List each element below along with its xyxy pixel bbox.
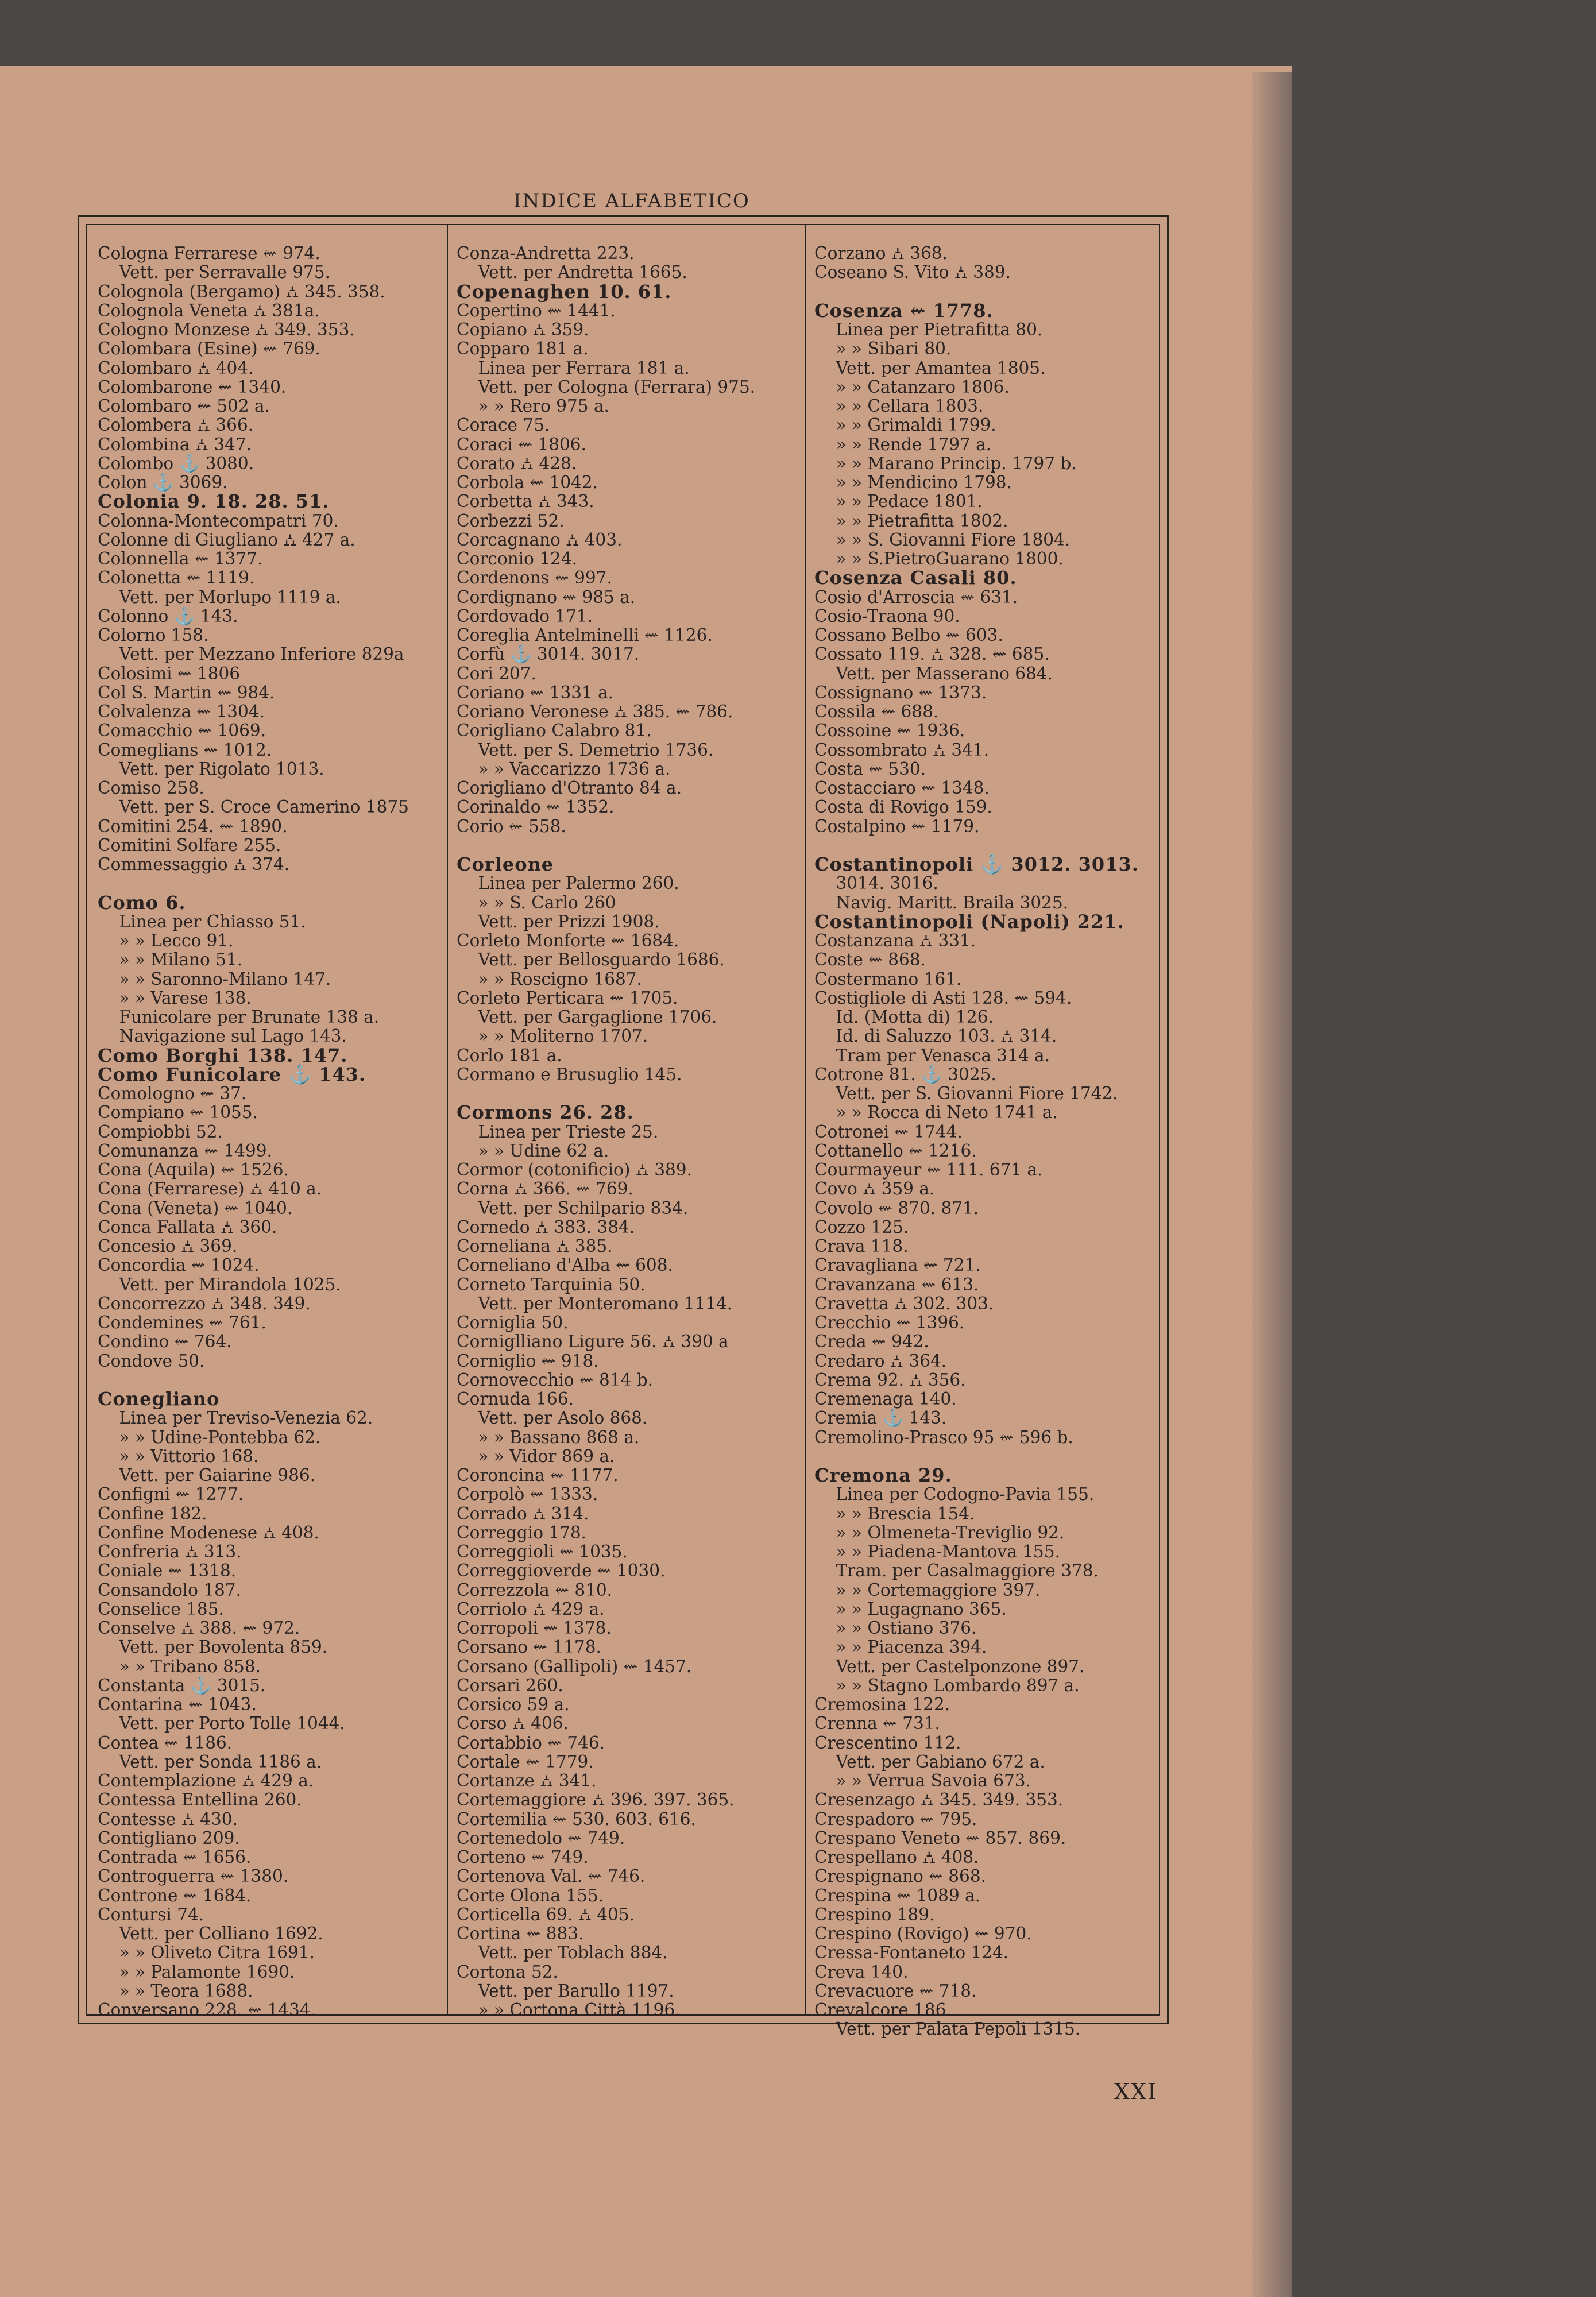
index-entry: Crespino (Rovigo) ⇜ 970. (814, 1924, 1032, 1943)
index-entry: Coraci ⇜ 1806. (457, 434, 586, 454)
page-edge (1252, 72, 1292, 2297)
index-entry (457, 836, 778, 855)
index-entry: Vett. per Mezzano Inferiore 829a (98, 644, 404, 664)
index-entry: Linea per Palermo 260. (457, 873, 679, 894)
index-entry (814, 283, 1136, 301)
index-entry: Vett. per S. Demetrio 1736. (457, 740, 714, 760)
index-entry: Copenaghen 10. 61. (457, 280, 672, 303)
index-entry: Cossila ⇜ 688. (814, 702, 939, 721)
index-entry: Colombina ⛼ 347. (98, 434, 252, 454)
index-entry: Contemplazione ⛼ 429 a. (98, 1771, 314, 1791)
index-entry: Comacchio ⇜ 1069. (98, 721, 266, 741)
index-entry: » » Vidor 869 a. (457, 1446, 615, 1466)
index-entry: Credaro ⛼ 364. (814, 1351, 947, 1371)
index-entry: Vett. per Gaiarine 986. (98, 1465, 316, 1485)
index-entry: Vett. per S. Croce Camerino 1875 (98, 797, 409, 817)
index-entry: Linea per Codogno-Pavia 155. (814, 1484, 1095, 1505)
index-entry: Colonna-Montecompatri 70. (98, 511, 339, 531)
index-entry: Coriano Veronese ⛼ 385. ⇜ 786. (457, 702, 733, 721)
index-entry: Linea per Chiasso 51. (98, 911, 306, 931)
index-entry: Configni ⇜ 1277. (98, 1484, 244, 1505)
index-entry: » » Bassano 868 a. (457, 1427, 640, 1447)
index-entry: Creda ⇜ 942. (814, 1332, 929, 1352)
index-entry: Cornuda 166. (457, 1389, 574, 1409)
index-entry: Id. di Saluzzo 103. ⛼ 314. (814, 1026, 1057, 1046)
index-entry: Colvalenza ⇜ 1304. (98, 702, 265, 721)
index-entry: Colognola (Bergamo) ⛼ 345. 358. (98, 281, 385, 301)
index-entry: Colosimi ⇜ 1806 (98, 663, 241, 683)
index-entry: Contursi 74. (98, 1904, 204, 1924)
index-entry: Col S. Martin ⇜ 984. (98, 682, 275, 702)
index-entry: Linea per Ferrara 181 a. (457, 358, 690, 378)
index-entry: Cossombrato ⛼ 341. (814, 740, 990, 760)
index-column-1 (98, 244, 419, 2020)
index-entry: Cortemilia ⇜ 530. 603. 616. (457, 1809, 696, 1829)
index-entry: Cori 207. (457, 663, 536, 683)
index-entry: Controguerra ⇜ 1380. (98, 1866, 289, 1886)
index-entry: Cormor (cotonificio) ⛼ 389. (457, 1160, 692, 1180)
index-entry: Corticella 69. ⛼ 405. (457, 1904, 635, 1924)
index-entry: » » Milano 51. (98, 950, 243, 970)
index-entry: Conca Fallata ⛼ 360. (98, 1217, 277, 1237)
index-entry: Costantinopoli ⚓ 3012. 3013. (814, 853, 1139, 875)
index-entry: Cremia ⚓ 143. (814, 1408, 947, 1428)
index-entry: Vett. per Schilpario 834. (457, 1198, 689, 1218)
index-column-2 (457, 244, 778, 2020)
index-entry: Crava 118. (814, 1236, 909, 1256)
index-entry: Vett. per Gabiano 672 a. (814, 1751, 1045, 1772)
index-entry: Corigliano Calabro 81. (457, 721, 652, 741)
index-entry: Vett. per Barullo 1197. (457, 1981, 674, 2001)
index-entry: » » Marano Princip. 1797 b. (814, 453, 1077, 473)
index-entry: Colombera ⛼ 366. (98, 415, 254, 435)
index-entry: Courmayeur ⇜ 111. 671 a. (814, 1160, 1043, 1180)
index-entry: Correggio 178. (457, 1522, 587, 1542)
index-entry: » » Pietrafitta 1802. (814, 511, 1008, 531)
index-entry: Corniglio ⇜ 918. (457, 1351, 599, 1371)
index-entry: Comiso 258. (98, 778, 204, 798)
index-entry: Cortemaggiore ⛼ 396. 397. 365. (457, 1790, 735, 1810)
column-divider (447, 224, 448, 2016)
index-entry: Conversano 228. ⇜ 1434. (98, 2000, 316, 2020)
index-entry: Coniale ⇜ 1318. (98, 1561, 237, 1581)
index-entry: Compiano ⇜ 1055. (98, 1103, 258, 1123)
index-entry: Coriano ⇜ 1331 a. (457, 682, 614, 702)
index-entry: Coreglia Antelminelli ⇜ 1126. (457, 625, 713, 645)
index-entry: Crespellano ⛼ 408. (814, 1847, 979, 1867)
index-entry: Cortenedolo ⇜ 749. (457, 1828, 625, 1848)
index-entry: Commessaggio ⛼ 374. (98, 854, 290, 874)
index-entry: Corleto Perticara ⇜ 1705. (457, 988, 678, 1008)
index-entry: Corropoli ⇜ 1378. (457, 1618, 612, 1638)
index-entry: Comitini 254. ⇜ 1890. (98, 816, 288, 836)
index-entry: Cormano e Brusuglio 145. (457, 1064, 682, 1084)
index-entry: Crevacuore ⇜ 718. (814, 1981, 977, 2001)
index-entry: Corinaldo ⇜ 1352. (457, 797, 615, 817)
index-entry (98, 1371, 419, 1390)
index-entry: » » S.PietroGuarano 1800. (814, 549, 1064, 569)
index-entry: Vett. per Castelponzone 897. (814, 1656, 1085, 1676)
index-entry: Vett. per Bellosguardo 1686. (457, 950, 725, 970)
index-entry: Contesse ⛼ 430. (98, 1809, 238, 1829)
index-entry: » » S. Carlo 260 (457, 892, 616, 912)
index-entry: Cremolino-Prasco 95 ⇜ 596 b. (814, 1427, 1073, 1447)
index-entry: Comunanza ⇜ 1499. (98, 1140, 272, 1161)
index-entry: Corsico 59 a. (457, 1695, 570, 1714)
index-entry: Copparo 181 a. (457, 339, 589, 359)
index-entry: » » Cortona Città 1196. (457, 2000, 681, 2020)
index-entry: » » Mendicino 1798. (814, 473, 1012, 492)
index-entry: » » Olmeneta-Treviglio 92. (814, 1522, 1065, 1542)
index-entry: Concordia ⇜ 1024. (98, 1255, 260, 1275)
index-entry: » » Stagno Lombardo 897 a. (814, 1675, 1080, 1695)
index-entry: » » Pedace 1801. (814, 492, 983, 512)
index-entry: » » Saronno-Milano 147. (98, 969, 331, 989)
index-entry: » » Roscigno 1687. (457, 969, 642, 989)
index-entry: Cremosina 122. (814, 1695, 950, 1714)
index-entry: » » S. Giovanni Fiore 1804. (814, 529, 1071, 550)
index-entry: Cotronei ⇜ 1744. (814, 1122, 963, 1142)
index-entry: Cozzo 125. (814, 1217, 909, 1237)
index-entry: Vett. per S. Giovanni Fiore 1742. (814, 1084, 1118, 1103)
index-entry: » » Ostiano 376. (814, 1618, 977, 1638)
index-entry: Corbetta ⛼ 343. (457, 492, 594, 512)
index-entry: Conselve ⛼ 388. ⇜ 972. (98, 1618, 300, 1638)
index-entry: Costalpino ⇜ 1179. (814, 816, 980, 836)
index-entry: » » Sibari 80. (814, 339, 952, 359)
index-entry: Vett. per Toblach 884. (457, 1943, 668, 1963)
index-entry: » » Udine 62 a. (457, 1140, 609, 1161)
index-entry: Cossignano ⇜ 1373. (814, 682, 987, 702)
index-entry: Costermano 161. (814, 969, 962, 989)
index-entry: Corso ⛼ 406. (457, 1714, 569, 1734)
index-entry: Costigliole di Asti 128. ⇜ 594. (814, 988, 1072, 1008)
index-entry: » » Lecco 91. (98, 931, 234, 950)
index-entry: Corna ⛼ 366. ⇜ 769. (457, 1179, 633, 1199)
index-entry: » » Grimaldi 1799. (814, 415, 996, 435)
index-entry: Conza-Andretta 223. (457, 243, 635, 263)
index-entry: Cotrone 81. ⚓ 3025. (814, 1064, 996, 1084)
index-entry: Cortina ⇜ 883. (457, 1924, 584, 1943)
index-entry: » » Teora 1688. (98, 1981, 253, 2001)
index-entry: » » Vittorio 168. (98, 1446, 259, 1466)
index-entry: Linea per Treviso-Venezia 62. (98, 1408, 373, 1428)
index-entry: Cosio-Traona 90. (814, 606, 960, 626)
index-entry: » » Verrua Savoia 673. (814, 1771, 1031, 1791)
index-entry: Costantinopoli (Napoli) 221. (814, 910, 1124, 933)
index-entry: Copiano ⛼ 359. (457, 320, 589, 339)
index-entry: Cortanze ⛼ 341. (457, 1771, 597, 1791)
index-entry: Corsari 260. (457, 1675, 563, 1695)
index-entry: Confine Modenese ⛼ 408. (98, 1522, 319, 1542)
index-entry: Corato ⛼ 428. (457, 453, 577, 473)
index-entry: » » Cellara 1803. (814, 396, 984, 416)
index-entry: » » Rocca di Neto 1741 a. (814, 1103, 1058, 1123)
index-entry: Cremenaga 140. (814, 1389, 957, 1409)
index-entry: Como Funicolare ⚓ 143. (98, 1063, 366, 1085)
index-entry: Vett. per Palata Pepoli 1315. (814, 2019, 1081, 2039)
index-entry: Colonia 9. 18. 28. 51. (98, 490, 330, 513)
index-entry: » » Vaccarizzo 1736 a. (457, 759, 671, 779)
index-entry: Vett. per Sonda 1186 a. (98, 1751, 322, 1772)
index-entry: Contea ⇜ 1186. (98, 1733, 233, 1753)
index-entry: Tram. per Casalmaggiore 378. (814, 1561, 1099, 1581)
index-entry: Crespignano ⇜ 868. (814, 1866, 986, 1886)
index-entry: » » Varese 138. (98, 988, 252, 1008)
index-entry: Cossoine ⇜ 1936. (814, 721, 965, 741)
index-entry: Constanta ⚓ 3015. (98, 1675, 266, 1695)
index-entry: » » Oliveto Citra 1691. (98, 1943, 315, 1963)
index-entry: Vett. per Prizzi 1908. (457, 911, 660, 931)
index-entry: Vett. per Gargaglione 1706. (457, 1007, 717, 1027)
index-entry: Corleto Monforte ⇜ 1684. (457, 931, 679, 950)
index-entry: Colombara (Esine) ⇜ 769. (98, 339, 320, 359)
index-entry: Vett. per Monteromano 1114. (457, 1293, 733, 1313)
index-entry: Vett. per Rigolato 1013. (98, 759, 324, 779)
index-entry: Corte Olona 155. (457, 1885, 604, 1905)
column-divider (805, 224, 806, 2016)
index-entry: » » Piadena-Mantova 155. (814, 1542, 1060, 1561)
index-entry (814, 836, 1136, 855)
index-entry: Crespano Veneto ⇜ 857. 869. (814, 1828, 1066, 1848)
index-entry: Funicolare per Brunate 138 a. (98, 1007, 380, 1027)
index-entry: » » Tribano 858. (98, 1656, 261, 1676)
index-entry: Tram per Venasca 314 a. (814, 1045, 1050, 1065)
index-entry: » » Moliterno 1707. (457, 1026, 648, 1046)
index-entry: Corteno ⇜ 749. (457, 1847, 589, 1867)
index-entry: Linea per Pietrafitta 80. (814, 320, 1043, 339)
index-entry: » » Rero 975 a. (457, 396, 609, 416)
index-entry: Cortona 52. (457, 1962, 558, 1982)
index-entry: Covolo ⇜ 870. 871. (814, 1198, 979, 1218)
index-entry: Corrado ⛼ 314. (457, 1503, 589, 1523)
index-entry: Colon ⚓ 3069. (98, 473, 228, 492)
index-entry: Vett. per Masserano 684. (814, 663, 1053, 683)
index-entry: Cona (Veneta) ⇜ 1040. (98, 1198, 293, 1218)
index-entry: Cortabbio ⇜ 746. (457, 1733, 605, 1753)
index-entry: Corigliano d'Otranto 84 a. (457, 778, 682, 798)
index-entry: Cosenza ⇜ 1778. (814, 299, 994, 322)
index-entry: » » Lugagnano 365. (814, 1599, 1007, 1619)
index-entry: » » Cortemaggiore 397. (814, 1580, 1041, 1600)
index-entry: Corbezzi 52. (457, 511, 565, 531)
index-entry: Corniglia 50. (457, 1313, 569, 1332)
index-entry: Covo ⛼ 359 a. (814, 1179, 935, 1199)
index-entry: Coseano S. Vito ⛼ 389. (814, 262, 1011, 283)
index-entry: Cologno Monzese ⛼ 349. 353. (98, 320, 355, 339)
index-entry: Cortale ⇜ 1779. (457, 1751, 594, 1772)
index-entry: Crecchio ⇜ 1396. (814, 1313, 965, 1332)
index-entry: Cottanello ⇜ 1216. (814, 1140, 977, 1161)
index-entry: » » Piacenza 394. (814, 1637, 987, 1657)
index-entry: Costacciaro ⇜ 1348. (814, 778, 990, 798)
index-entry: Cona (Aquila) ⇜ 1526. (98, 1160, 289, 1180)
index-column-3 (814, 243, 1139, 2039)
index-entry: Condove 50. (98, 1351, 205, 1371)
index-entry: Colognola Veneta ⛼ 381a. (98, 300, 320, 320)
index-entry: Correggioli ⇜ 1035. (457, 1542, 628, 1561)
index-entry: Cravagliana ⇜ 721. (814, 1255, 981, 1275)
index-entry: Colonno ⚓ 143. (98, 606, 238, 626)
index-entry: Cornovecchio ⇜ 814 b. (457, 1370, 653, 1390)
index-entry: Corbola ⇜ 1042. (457, 473, 598, 492)
index-entry: Vett. per Porto Tolle 1044. (98, 1714, 345, 1734)
index-entry: Conegliano (98, 1388, 220, 1410)
index-entry: Corlo 181 a. (457, 1045, 562, 1065)
index-entry: Consandolo 187. (98, 1580, 241, 1600)
index-entry: Contrada ⇜ 1656. (98, 1847, 252, 1867)
index-entry: Id. (Motta di) 126. (814, 1007, 994, 1027)
index-entry: Cravanzana ⇜ 613. (814, 1274, 979, 1294)
index-entry: Cornedo ⛼ 383. 384. (457, 1217, 635, 1237)
index-entry: Contessa Entellina 260. (98, 1790, 302, 1810)
index-entry: Corzano ⛼ 368. (814, 243, 948, 263)
index-entry: Costa di Rovigo 159. (814, 797, 992, 817)
index-entry: Crevalcore 186. (814, 2000, 952, 2020)
index-entry: Corio ⇜ 558. (457, 816, 566, 836)
index-entry: Corsano (Gallipoli) ⇜ 1457. (457, 1656, 692, 1676)
index-entry: Costanzana ⛼ 331. (814, 931, 976, 950)
index-entry: » » Rende 1797 a. (814, 434, 992, 454)
index-entry: Confine 182. (98, 1503, 207, 1523)
index-entry: Como Borghi 138. 147. (98, 1044, 348, 1066)
index-entry (457, 1084, 778, 1103)
page-header: INDICE ALFABETICO (513, 190, 750, 212)
index-entry: Concesio ⛼ 369. (98, 1236, 238, 1256)
index-entry: Cormons 26. 28. (457, 1101, 634, 1124)
index-entry: Vett. per Morlupo 1119 a. (98, 587, 341, 607)
index-entry: Costa ⇜ 530. (814, 759, 926, 779)
index-entry: Corneliano d'Alba ⇜ 608. (457, 1255, 673, 1275)
index-entry: Colonne di Giugliano ⛼ 427 a. (98, 529, 355, 550)
index-entry: Corfù ⚓ 3014. 3017. (457, 644, 640, 664)
index-entry: Controne ⇜ 1684. (98, 1885, 252, 1905)
index-entry: Coste ⇜ 868. (814, 950, 926, 970)
index-entry: Copertino ⇜ 1441. (457, 300, 616, 320)
index-entry: Colombarone ⇜ 1340. (98, 377, 287, 397)
index-entry: Corriolo ⛼ 429 a. (457, 1599, 605, 1619)
index-entry: Cona (Ferrarese) ⛼ 410 a. (98, 1179, 322, 1199)
index-entry: Vett. per Bovolenta 859. (98, 1637, 328, 1657)
index-entry: Corneliana ⛼ 385. (457, 1236, 613, 1256)
index-entry: Vett. per Serravalle 975. (98, 262, 330, 283)
index-entry: Comologno ⇜ 37. (98, 1084, 247, 1103)
index-entry: Vett. per Cologna (Ferrara) 975. (457, 377, 756, 397)
index-entry: » » Brescia 154. (814, 1503, 975, 1523)
index-entry: Cologna Ferrarese ⇜ 974. (98, 243, 320, 263)
index-entry: Contigliano 209. (98, 1828, 240, 1848)
index-entry: Navigazione sul Lago 143. (98, 1026, 347, 1046)
index-entry: Corleone (457, 853, 554, 875)
index-entry: Vett. per Andretta 1665. (457, 262, 687, 283)
index-entry: Colombaro ⇜ 502 a. (98, 396, 270, 416)
index-entry: Colonetta ⇜ 1119. (98, 568, 255, 588)
index-entry: Concorrezzo ⛼ 348. 349. (98, 1293, 311, 1313)
index-entry: Crenna ⇜ 731. (814, 1714, 940, 1734)
index-entry (98, 874, 419, 893)
index-entry: Vett. per Colliano 1692. (98, 1924, 323, 1943)
index-entry: Conselice 185. (98, 1599, 224, 1619)
index-entry: Cremona 29. (814, 1464, 952, 1486)
index-entry: Corneto Tarquinia 50. (457, 1274, 646, 1294)
index-entry: 3014. 3016. (814, 873, 938, 894)
index-entry: Colorno 158. (98, 625, 209, 645)
index-entry: Comitini Solfare 255. (98, 835, 281, 855)
index-entry (814, 1447, 1136, 1466)
index-entry: Corpolò ⇜ 1333. (457, 1484, 598, 1505)
index-entry: Condino ⇜ 764. (98, 1332, 232, 1352)
index-entry: Vett. per Asolo 868. (457, 1408, 648, 1428)
index-entry: Crescentino 112. (814, 1733, 961, 1753)
index-entry: Cossato 119. ⛼ 328. ⇜ 685. (814, 644, 1050, 664)
index-entry: Cordignano ⇜ 985 a. (457, 587, 636, 607)
index-entry: Correzzola ⇜ 810. (457, 1580, 613, 1600)
index-entry: Navig. Maritt. Braila 3025. (814, 892, 1069, 912)
index-entry: Crespina ⇜ 1089 a. (814, 1885, 981, 1905)
index-entry: Creva 140. (814, 1962, 909, 1982)
page-number: XXI (1114, 2079, 1158, 2104)
index-entry: Vett. per Mirandola 1025. (98, 1274, 341, 1294)
index-entry: Correggioverde ⇜ 1030. (457, 1561, 666, 1581)
index-entry: Vett. per Amantea 1805. (814, 358, 1046, 378)
index-entry: Cressa-Fontaneto 124. (814, 1943, 1009, 1963)
index-entry: Confreria ⛼ 313. (98, 1542, 242, 1561)
index-entry: Colonnella ⇜ 1377. (98, 549, 263, 569)
index-entry: Cordovado 171. (457, 606, 593, 626)
index-entry: Como 6. (98, 891, 186, 914)
index-entry: Crespadoro ⇜ 795. (814, 1809, 977, 1829)
index-entry: Corcagnano ⛼ 403. (457, 529, 623, 550)
index-entry: Colombaro ⛼ 404. (98, 358, 254, 378)
index-entry: Cossano Belbo ⇜ 603. (814, 625, 1003, 645)
index-entry: » » Udine-Pontebba 62. (98, 1427, 321, 1447)
index-entry: Contarina ⇜ 1043. (98, 1695, 257, 1714)
index-entry: Crema 92. ⛼ 356. (814, 1370, 966, 1390)
index-entry: Corconio 124. (457, 549, 577, 569)
index-entry: » » Palamonte 1690. (98, 1962, 295, 1982)
index-entry: Cresenzago ⛼ 345. 349. 353. (814, 1790, 1064, 1810)
index-entry: Linea per Trieste 25. (457, 1122, 659, 1142)
index-entry: Condemines ⇜ 761. (98, 1313, 266, 1332)
index-entry: Coroncina ⇜ 1177. (457, 1465, 619, 1485)
index-entry: Compiobbi 52. (98, 1122, 223, 1142)
index-entry: Cosenza Casali 80. (814, 567, 1017, 589)
index-entry: Corniglliano Ligure 56. ⛼ 390 a (457, 1332, 729, 1352)
index-entry: Cordenons ⇜ 997. (457, 568, 612, 588)
index-entry: Corsano ⇜ 1178. (457, 1637, 601, 1657)
index-entry: Cosio d'Arroscia ⇜ 631. (814, 587, 1018, 607)
index-entry: Colombo ⚓ 3080. (98, 453, 254, 473)
index-entry: Crespino 189. (814, 1904, 935, 1924)
index-entry: Comeglians ⇜ 1012. (98, 740, 272, 760)
index-entry: Corace 75. (457, 415, 550, 435)
index-entry: Cortenova Val. ⇜ 746. (457, 1866, 646, 1886)
index-entry: Cravetta ⛼ 302. 303. (814, 1293, 994, 1313)
index-entry: » » Catanzaro 1806. (814, 377, 1010, 397)
